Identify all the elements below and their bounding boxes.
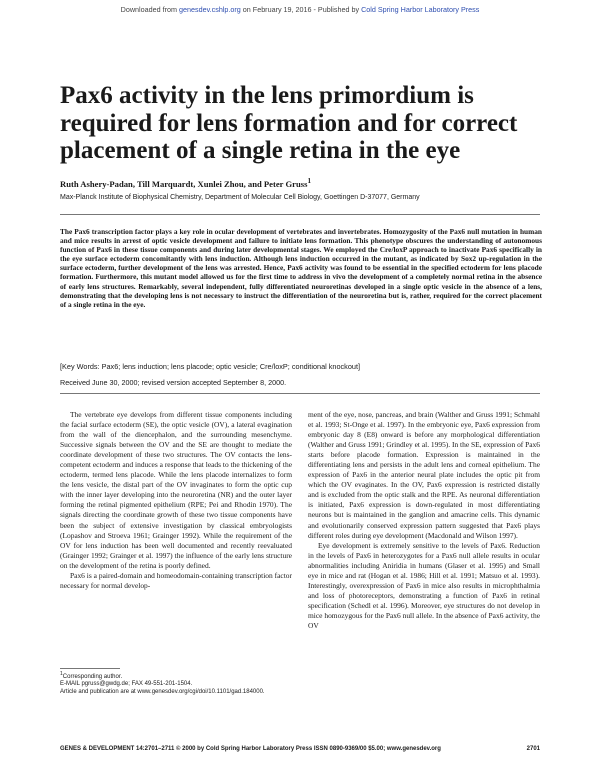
body-divider bbox=[60, 393, 540, 394]
page-footer bbox=[60, 746, 540, 752]
keywords: [Key Words: Pax6; lens induction; lens placode; optic vesicle; Cre/loxP; conditional knockout] bbox=[60, 362, 361, 371]
top-divider bbox=[60, 214, 540, 215]
paper-title: Pax6 activity in the lens primordium is required for lens formation and for correct placement of a single retina in the eye bbox=[60, 82, 518, 164]
publisher-link[interactable]: Cold Spring Harbor Laboratory Press bbox=[361, 5, 480, 14]
body-column-right bbox=[308, 410, 540, 631]
journal-info: GENES & DEVELOPMENT 14:2701–2711 © 2000 by Cold Spring Harbor Laboratory Press ISSN 0890-9369/00 $5.00; www.genesdev.org bbox=[60, 746, 441, 752]
site-link[interactable]: genesdev.cshlp.org bbox=[179, 5, 241, 14]
affiliation: Max-Planck Institute of Biophysical Chemistry, Department of Molecular Cell Biology, Goettingen D-37077, Germany bbox=[60, 194, 420, 201]
author-footnote-mark: 1 bbox=[307, 177, 312, 185]
author-list bbox=[60, 177, 311, 189]
download-banner bbox=[0, 5, 600, 14]
paragraph: The vertebrate eye develops from different tissue components including the facial surface ectoderm (SE), the optic vesicle (OV), a lateral evagination from the wall of the diencephalon, and the surrounding mesenchyme. Successive signals between the OV and the SE are thought to mediate the coordinate development of these two structures. The OV contacts the lens-competent ectoderm and induces a response that leads to the thickening of the ectoderm, termed lens placode. While the lens placode internalizes to form the lens vesicle, the distal part of the OV invaginates to form the optic cup with the inner layer developing into the neuroretina (NR) and the outer layer forming the retinal pigmented epithelium (RPE; Pei and Rhodin 1970). The signals directing the coordinate growth of these two tissue components have been the subject of extensive investigation by classical embryologists (Lopashov and Stroeva 1961; Grainger 1992). While the requirement of the OV for lens induction has been well documented and recently reevaluated (Grainger 1992; Grainger et al. 1997) the influence of the early lens structure on the development of the retina is poorly defined. bbox=[60, 410, 292, 570]
footnote-article: Article and publication are at www.genesdev.org/cgi/doi/10.1101/gad.184000. bbox=[60, 688, 265, 695]
page-number: 2701 bbox=[526, 746, 540, 752]
footnote-corresponding bbox=[60, 671, 292, 681]
footnote-email[interactable]: E-MAIL pgruss@gwdg.de; FAX 49-551-201-1504. bbox=[60, 681, 193, 688]
paragraph: Eye development is extremely sensitive to the levels of Pax6. Reduction in the levels of Pax6 in heterozygotes for a Pax6 null allele results in ocular abnormalities including Aniridia in humans (Glaser et al. 1995) and Small eye in mice and rat (Hogan et al. 1986; Hill et al. 1991; Matsuo et al. 1993). Interestingly, overexpression of Pax6 in mice also results in microphthalmia and loss of photoreceptors, demonstrating a function of Pax6 in retinal specification (Schedl et al. 1996). Moreover, eye structures do not develop in mice homozygous for the Pax6 null allele. In the absence of Pax6 activity, the OV bbox=[308, 540, 540, 630]
download-middle: on February 19, 2016 - Published by bbox=[240, 5, 362, 14]
footnote-divider bbox=[60, 668, 120, 669]
footnote-mark: 1 bbox=[60, 671, 63, 677]
body-column-left bbox=[60, 410, 292, 591]
abstract: The Pax6 transcription factor plays a key role in ocular development of vertebrates and invertebrates. Homozygosity of the Pax6 null mutation in human and mice results in arrest of optic vesicle development and failure to initiate lens formation. This phenotype obscures the understanding of autonomous function of Pax6 in these tissue components and during later developmental stages. We employed the Cre/loxP approach to inactivate Pax6 specifically in the eye surface ectoderm concomitantly with lens induction. Although lens induction occurred in the mutant, as indicated by Sox2 up-regulation in the surface ectoderm, further development of the lens was arrested. Hence, Pax6 activity was found to be essential in the specified ectoderm for lens placode formation. Furthermore, this mutant model allowed us for the first time to address in vivo the development of a completely normal retina in the absence of early lens structures. Remarkably, several independent, fully differentiated neuroretinas developed in a single optic vesicle in the absence of a lens, demonstrating that the developing lens is not necessary to instruct the differentiation of the neuroretina but is, rather, required for the correct placement of a single retina in the eye. bbox=[60, 227, 542, 309]
footnote-corresponding-text: Corresponding author. bbox=[62, 674, 123, 680]
paragraph: Pax6 is a paired-domain and homeodomain-containing transcription factor necessary for normal develop- bbox=[60, 570, 292, 590]
paragraph: ment of the eye, nose, pancreas, and brain (Walther and Gruss 1991; Schmahl et al. 1993; St-Onge et al. 1997). In the embryonic eye, Pax6 expression from embryonic day 8 (E8) onward is before any morphological differentiation (Walther and Gruss 1991; Grindley et al. 1995). In the SE, expression of Pax6 starts before placode formation. Expression is maintained in the differentiating lens and persists in the adult lens and corneal epithelium. The expression of Pax6 in the anterior neural plate includes the optic pit from which the OV evaginates. In the OV, Pax6 expression is restricted distally and is excluded from the optic stalk and the RPE. As neuronal differentiation is initiated, Pax6 expression is down-regulated in most differentiating neurons but is maintained in the ganglion and amacrine cells. This dynamic and evolutionarily conserved expression pattern suggested that Pax6 plays different roles during eye development (Macdonald and Wilson 1997). bbox=[308, 410, 540, 540]
authors-text: Ruth Ashery-Padan, Till Marquardt, Xunlei Zhou, and Peter Gruss bbox=[60, 178, 308, 189]
download-prefix: Downloaded from bbox=[120, 5, 179, 14]
received-date: Received June 30, 2000; revised version accepted September 8, 2000. bbox=[60, 378, 287, 387]
corresponding-author-footnote bbox=[60, 668, 292, 696]
